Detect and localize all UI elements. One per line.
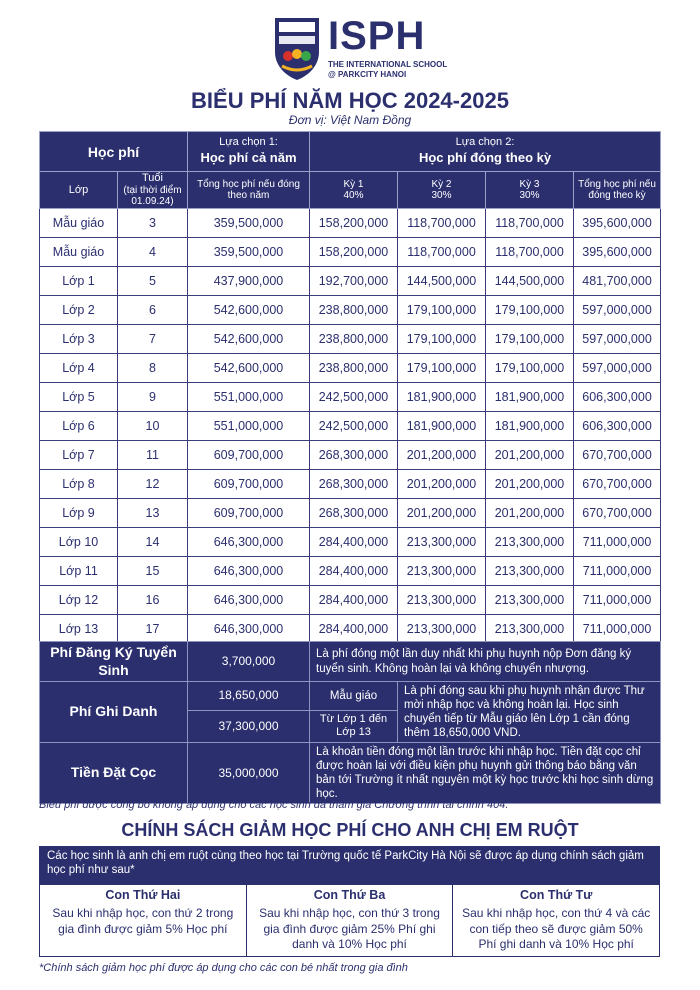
year-total-cell: 609,700,000 [188,499,310,528]
option-1-header [188,132,310,172]
registration-fee-amount: 3,700,000 [188,642,310,682]
fee-note: Biểu phí được công bố không áp dụng cho các học sinh đã tham gia Chương trình tài chính 404. [39,799,509,811]
grade-cell: Lớp 12 [40,586,118,615]
term-1-cell: 268,300,000 [310,499,398,528]
deposit-label: Tiền Đặt Cọc [40,743,188,804]
tuition-table [39,131,661,644]
term-total-cell: 711,000,000 [574,528,661,557]
term-2-cell: 201,200,000 [398,470,486,499]
age-col-note: (tại thời điểm 01.09.24) [123,184,182,208]
term-2-cell: 181,900,000 [398,383,486,412]
term-1-cell: 238,800,000 [310,354,398,383]
term-total-cell: 597,000,000 [574,325,661,354]
age-cell: 5 [118,267,188,296]
year-total-cell: 551,000,000 [188,383,310,412]
table-row [40,412,661,441]
term-total-cell: 711,000,000 [574,615,661,644]
grade-cell: Mẫu giáo [40,209,118,238]
year-total-cell: 359,500,000 [188,209,310,238]
registration-fee-label: Phí Đăng Ký Tuyển Sinh [40,642,188,682]
sibling-col-body: Sau khi nhập học, con thứ 2 trong gia đình được giảm 5% Học phí [52,906,234,936]
grade-cell: Lớp 9 [40,499,118,528]
age-cell: 13 [118,499,188,528]
sibling-col-heading: Con Thứ Tư [520,888,593,902]
option-2-title: Học phí đóng theo kỳ [418,150,552,165]
option-2-label: Lựa chọn 2: [455,136,515,149]
tuition-header: Học phí [40,132,188,172]
term-1-cell: 242,500,000 [310,383,398,412]
year-total-cell: 609,700,000 [188,441,310,470]
sibling-col-fourth [453,885,659,956]
term-2-label: Kỳ 2 [431,178,452,190]
term-3-cell: 181,900,000 [486,383,574,412]
crest-icon [272,16,322,82]
term-total-cell: 711,000,000 [574,557,661,586]
tuition-rows [40,209,661,644]
grade-cell: Lớp 8 [40,470,118,499]
term-1-pct: 40% [343,190,364,201]
term-2-pct: 30% [431,190,452,201]
term-2-cell: 179,100,000 [398,296,486,325]
grade-cell: Lớp 10 [40,528,118,557]
term-3-cell: 118,700,000 [486,238,574,267]
term-3-cell: 179,100,000 [486,296,574,325]
table-row [40,383,661,412]
term-total-cell: 606,300,000 [574,412,661,441]
term-3-cell: 213,300,000 [486,528,574,557]
table-row [40,557,661,586]
table-row [40,209,661,238]
term-1-cell: 268,300,000 [310,441,398,470]
term-1-cell: 158,200,000 [310,238,398,267]
page-title: BIỂU PHÍ NĂM HỌC 2024-2025 [191,88,509,113]
year-total-cell: 646,300,000 [188,557,310,586]
enrolment-fee-label: Phí Ghi Danh [40,682,188,743]
grade-col-header: Lớp [40,172,118,209]
term-2-cell: 181,900,000 [398,412,486,441]
option-2-header [310,132,661,172]
deposit-amount: 35,000,000 [188,743,310,804]
term-3-cell: 179,100,000 [486,325,574,354]
term-total-col-header: Tổng học phí nếu đóng theo kỳ [574,172,661,209]
enrolment-level-kindergarten: Mẫu giáo [310,682,398,711]
sibling-discount-grid [39,884,660,957]
logo-line-2: @ PARKCITY HANOI [328,70,407,79]
term-2-cell: 179,100,000 [398,354,486,383]
year-total-cell: 646,300,000 [188,586,310,615]
term-total-cell: 711,000,000 [574,586,661,615]
term-3-cell: 201,200,000 [486,499,574,528]
table-row [40,586,661,615]
grade-cell: Lớp 3 [40,325,118,354]
grade-cell: Lớp 1 [40,267,118,296]
option-1-title: Học phí cả năm [200,150,297,165]
age-cell: 14 [118,528,188,557]
age-cell: 16 [118,586,188,615]
other-fees-table [39,641,661,804]
table-row [40,441,661,470]
term-1-cell: 284,400,000 [310,528,398,557]
term-2-cell: 213,300,000 [398,586,486,615]
term-3-cell: 179,100,000 [486,354,574,383]
age-cell: 3 [118,209,188,238]
term-1-cell: 268,300,000 [310,470,398,499]
table-row [40,615,661,644]
term-3-pct: 30% [519,190,540,201]
enrolment-fee-desc: Là phí đóng sau khi phụ huynh nhận được Thư mời nhập học và không hoàn lại. Học sinh chuyển tiếp từ Mẫu giáo lên Lớp 1 cần đóng thêm 18,650,000 VND. [398,682,661,743]
term-2-cell: 213,300,000 [398,528,486,557]
year-total-cell: 542,600,000 [188,325,310,354]
grade-cell: Lớp 13 [40,615,118,644]
sibling-col-second [40,885,247,956]
term-total-cell: 606,300,000 [574,383,661,412]
age-cell: 12 [118,470,188,499]
term-total-cell: 395,600,000 [574,238,661,267]
table-row [40,528,661,557]
age-col-title: Tuổi [142,172,163,185]
enrolment-level-grades: Từ Lớp 1 đến Lớp 13 [310,710,398,742]
grade-cell: Lớp 6 [40,412,118,441]
year-total-cell: 551,000,000 [188,412,310,441]
term-3-cell: 144,500,000 [486,267,574,296]
term-1-cell: 238,800,000 [310,296,398,325]
sibling-policy-note: *Chính sách giảm học phí được áp dụng cho các con bé nhất trong gia đình [39,962,408,974]
logo-line-1: THE INTERNATIONAL SCHOOL [328,60,448,69]
term-total-cell: 670,700,000 [574,499,661,528]
term-total-cell: 597,000,000 [574,296,661,325]
grade-cell: Lớp 7 [40,441,118,470]
currency-unit: Đơn vị: Việt Nam Đồng [288,113,412,127]
sibling-policy-intro: Các học sinh là anh chị em ruột cùng theo học tại Trường quốc tế ParkCity Hà Nội sẽ được áp dụng chính sách giảm học phí như sau* [39,846,660,884]
term-2-col-header [398,172,486,209]
table-row [40,470,661,499]
deposit-desc: Là khoản tiền đóng một lần trước khi nhập học. Tiền đặt cọc chỉ được hoàn lại với điều kiện phụ huynh gửi thông báo bằng văn bản tới Trường ít nhất nguyên một kỳ học trước khi học sinh dừng học. [310,743,661,804]
sibling-col-body: Sau khi nhập học, con thứ 4 và các con tiếp theo sẽ được giảm 50% Phí ghi danh và 10% Học phí [462,906,651,952]
term-total-cell: 395,600,000 [574,209,661,238]
table-row [40,354,661,383]
year-total-cell: 609,700,000 [188,470,310,499]
logo-name: ISPH [328,14,426,58]
year-total-cell: 437,900,000 [188,267,310,296]
term-2-cell: 118,700,000 [398,238,486,267]
grade-cell: Mẫu giáo [40,238,118,267]
term-2-cell: 144,500,000 [398,267,486,296]
term-total-cell: 597,000,000 [574,354,661,383]
year-total-cell: 646,300,000 [188,528,310,557]
term-2-cell: 118,700,000 [398,209,486,238]
term-3-cell: 213,300,000 [486,615,574,644]
sibling-col-heading: Con Thứ Ba [313,888,386,902]
term-3-cell: 181,900,000 [486,412,574,441]
term-1-cell: 242,500,000 [310,412,398,441]
term-3-cell: 118,700,000 [486,209,574,238]
table-row [40,267,661,296]
sibling-policy-title: CHÍNH SÁCH GIẢM HỌC PHÍ CHO ANH CHỊ EM RUỘT [121,820,579,840]
age-cell: 7 [118,325,188,354]
sibling-col-body: Sau khi nhập học, con thứ 3 trong gia đình được giảm 25% Phí ghi danh và 10% Học phí [259,906,440,952]
term-2-cell: 201,200,000 [398,441,486,470]
term-3-cell: 201,200,000 [486,441,574,470]
sibling-col-heading: Con Thứ Hai [105,888,181,902]
term-3-cell: 213,300,000 [486,586,574,615]
term-total-cell: 670,700,000 [574,441,661,470]
term-3-cell: 201,200,000 [486,470,574,499]
school-logo [270,14,448,84]
term-3-col-header [486,172,574,209]
grade-cell: Lớp 2 [40,296,118,325]
grade-cell: Lớp 4 [40,354,118,383]
age-cell: 15 [118,557,188,586]
term-total-cell: 481,700,000 [574,267,661,296]
age-cell: 6 [118,296,188,325]
term-1-cell: 284,400,000 [310,586,398,615]
registration-fee-desc: Là phí đóng một lần duy nhất khi phụ huynh nộp Đơn đăng ký tuyển sinh. Không hoàn lại và không chuyển nhượng. [310,642,661,682]
age-col-header [118,172,188,209]
age-cell: 17 [118,615,188,644]
enrolment-fee-amount-kindergarten: 18,650,000 [188,682,310,711]
year-total-cell: 359,500,000 [188,238,310,267]
age-cell: 4 [118,238,188,267]
table-row [40,499,661,528]
year-total-cell: 542,600,000 [188,296,310,325]
table-row [40,325,661,354]
term-3-label: Kỳ 3 [519,178,540,190]
age-cell: 9 [118,383,188,412]
table-row [40,296,661,325]
enrolment-fee-amount-grades: 37,300,000 [188,710,310,742]
term-3-cell: 213,300,000 [486,557,574,586]
age-cell: 10 [118,412,188,441]
term-2-cell: 201,200,000 [398,499,486,528]
grade-cell: Lớp 11 [40,557,118,586]
term-1-col-header [310,172,398,209]
table-row [40,238,661,267]
sibling-col-third [247,885,454,956]
term-1-cell: 158,200,000 [310,209,398,238]
term-1-cell: 238,800,000 [310,325,398,354]
term-1-cell: 192,700,000 [310,267,398,296]
year-total-cell: 646,300,000 [188,615,310,644]
year-total-col-header: Tổng học phí nếu đóng theo năm [188,172,310,209]
term-2-cell: 179,100,000 [398,325,486,354]
year-total-cell: 542,600,000 [188,354,310,383]
term-1-cell: 284,400,000 [310,615,398,644]
option-1-label: Lựa chọn 1: [219,136,278,149]
term-2-cell: 213,300,000 [398,615,486,644]
age-cell: 11 [118,441,188,470]
term-2-cell: 213,300,000 [398,557,486,586]
grade-cell: Lớp 5 [40,383,118,412]
age-cell: 8 [118,354,188,383]
term-total-cell: 670,700,000 [574,470,661,499]
term-1-cell: 284,400,000 [310,557,398,586]
term-1-label: Kỳ 1 [343,178,364,190]
